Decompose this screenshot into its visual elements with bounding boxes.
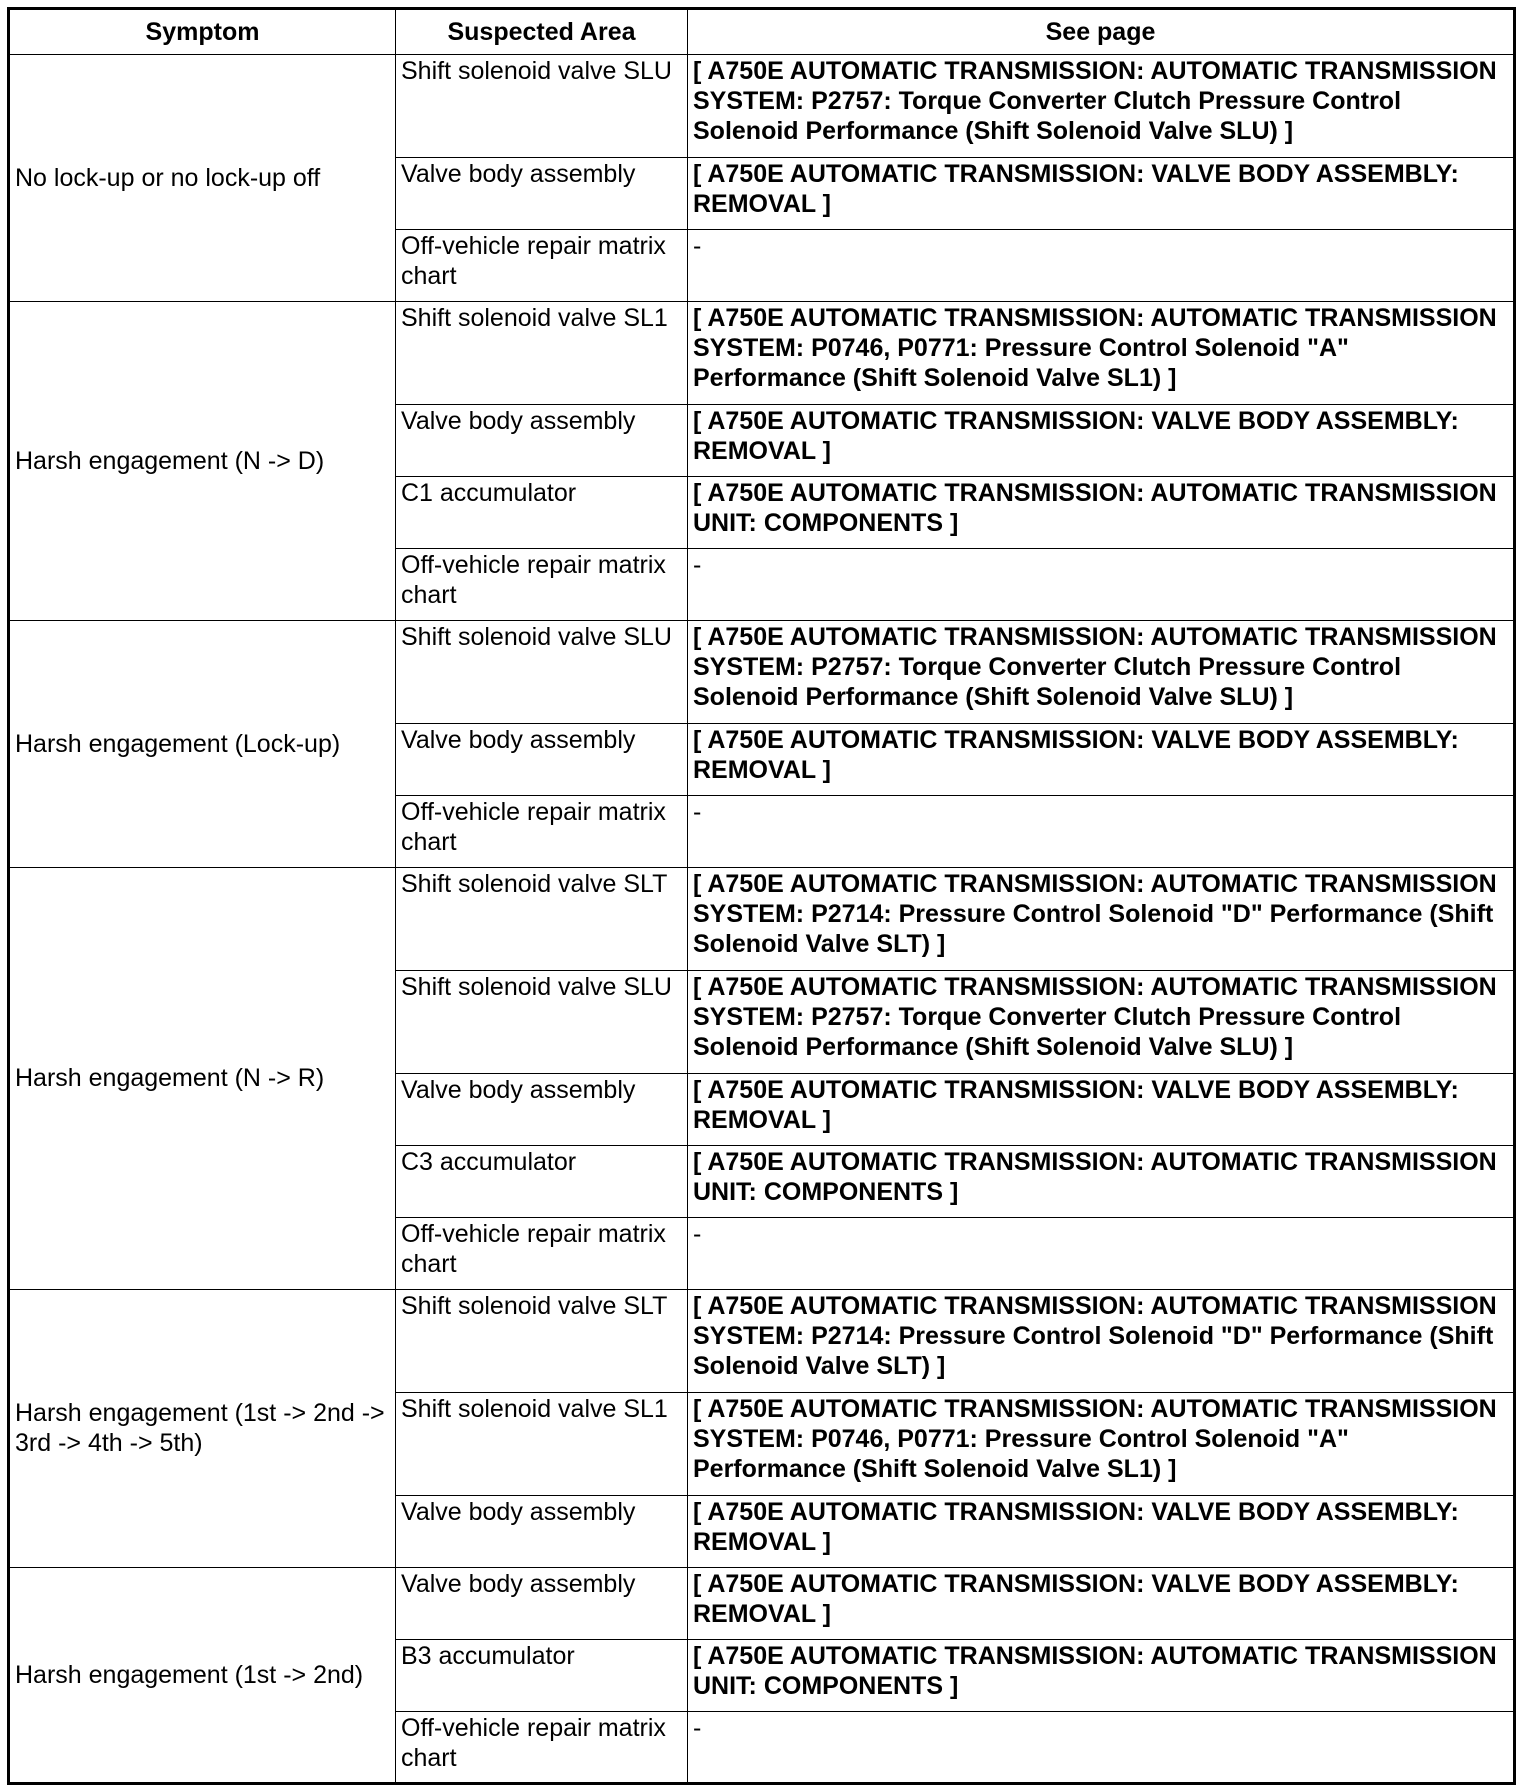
see-page-cell: [ A750E AUTOMATIC TRANSMISSION: AUTOMATIC TRANSMISSION UNIT: COMPONENTS ] [688,1146,1515,1218]
suspected-area-cell: Valve body assembly [396,158,688,230]
suspected-area-cell: Shift solenoid valve SLU [396,55,688,158]
suspected-area-cell: Shift solenoid valve SLT [396,868,688,971]
symptom-cell: Harsh engagement (Lock-up) [9,621,396,868]
suspected-area-cell: Off-vehicle repair matrix chart [396,230,688,302]
see-page-cell: [ A750E AUTOMATIC TRANSMISSION: VALVE BODY ASSEMBLY: REMOVAL ] [688,724,1515,796]
see-page-cell: - [688,230,1515,302]
see-page-cell: - [688,796,1515,868]
table-row [9,1568,1515,1640]
see-page-cell: [ A750E AUTOMATIC TRANSMISSION: VALVE BODY ASSEMBLY: REMOVAL ] [688,1074,1515,1146]
table-row [9,1290,1515,1393]
see-page-cell: [ A750E AUTOMATIC TRANSMISSION: VALVE BODY ASSEMBLY: REMOVAL ] [688,1568,1515,1640]
symptom-cell: Harsh engagement (1st -> 2nd -> 3rd -> 4th -> 5th) [9,1290,396,1568]
table-row [9,55,1515,158]
see-page-cell: [ A750E AUTOMATIC TRANSMISSION: VALVE BODY ASSEMBLY: REMOVAL ] [688,158,1515,230]
see-page-cell: [ A750E AUTOMATIC TRANSMISSION: AUTOMATIC TRANSMISSION SYSTEM: P2757: Torque Converter Clutch Pressure Control Solenoid Performance (Shift Solenoid Valve SLU) ] [688,971,1515,1074]
header-suspected-area: Suspected Area [396,9,688,55]
symptom-cell: Harsh engagement (1st -> 2nd) [9,1568,396,1784]
symptom-cell: Harsh engagement (N -> R) [9,868,396,1290]
suspected-area-cell: C3 accumulator [396,1146,688,1218]
header-see-page: See page [688,9,1515,55]
symptom-table [7,7,1516,1785]
table-row [9,621,1515,724]
see-page-cell: [ A750E AUTOMATIC TRANSMISSION: AUTOMATIC TRANSMISSION UNIT: COMPONENTS ] [688,1640,1515,1712]
symptom-cell: Harsh engagement (N -> D) [9,302,396,621]
see-page-cell: [ A750E AUTOMATIC TRANSMISSION: AUTOMATIC TRANSMISSION SYSTEM: P2757: Torque Converter Clutch Pressure Control Solenoid Performance (Shift Solenoid Valve SLU) ] [688,55,1515,158]
see-page-cell: [ A750E AUTOMATIC TRANSMISSION: AUTOMATIC TRANSMISSION SYSTEM: P2714: Pressure Control Solenoid "D" Performance (Shift Solenoid Valve SLT) ] [688,868,1515,971]
suspected-area-cell: Valve body assembly [396,724,688,796]
suspected-area-cell: Shift solenoid valve SL1 [396,302,688,405]
suspected-area-cell: Off-vehicle repair matrix chart [396,1712,688,1784]
see-page-cell: [ A750E AUTOMATIC TRANSMISSION: VALVE BODY ASSEMBLY: REMOVAL ] [688,1496,1515,1568]
header-row [9,9,1515,55]
suspected-area-cell: Shift solenoid valve SLT [396,1290,688,1393]
see-page-cell: [ A750E AUTOMATIC TRANSMISSION: AUTOMATIC TRANSMISSION SYSTEM: P0746, P0771: Pressure Control Solenoid "A" Performance (Shift Solenoid Valve SL1) ] [688,302,1515,405]
suspected-area-cell: Off-vehicle repair matrix chart [396,549,688,621]
suspected-area-cell: Shift solenoid valve SL1 [396,1393,688,1496]
see-page-cell: [ A750E AUTOMATIC TRANSMISSION: VALVE BODY ASSEMBLY: REMOVAL ] [688,405,1515,477]
see-page-cell: [ A750E AUTOMATIC TRANSMISSION: AUTOMATIC TRANSMISSION SYSTEM: P0746, P0771: Pressure Control Solenoid "A" Performance (Shift Solenoid Valve SL1) ] [688,1393,1515,1496]
see-page-cell: - [688,1712,1515,1784]
suspected-area-cell: B3 accumulator [396,1640,688,1712]
header-symptom: Symptom [9,9,396,55]
table-body [9,55,1515,1784]
suspected-area-cell: Valve body assembly [396,1496,688,1568]
suspected-area-cell: Shift solenoid valve SLU [396,621,688,724]
see-page-cell: - [688,549,1515,621]
symptom-cell: No lock-up or no lock-up off [9,55,396,302]
suspected-area-cell: C1 accumulator [396,477,688,549]
see-page-cell: [ A750E AUTOMATIC TRANSMISSION: AUTOMATIC TRANSMISSION SYSTEM: P2714: Pressure Control Solenoid "D" Performance (Shift Solenoid Valve SLT) ] [688,1290,1515,1393]
suspected-area-cell: Off-vehicle repair matrix chart [396,1218,688,1290]
suspected-area-cell: Valve body assembly [396,1074,688,1146]
see-page-cell: - [688,1218,1515,1290]
see-page-cell: [ A750E AUTOMATIC TRANSMISSION: AUTOMATIC TRANSMISSION UNIT: COMPONENTS ] [688,477,1515,549]
suspected-area-cell: Valve body assembly [396,405,688,477]
suspected-area-cell: Valve body assembly [396,1568,688,1640]
see-page-cell: [ A750E AUTOMATIC TRANSMISSION: AUTOMATIC TRANSMISSION SYSTEM: P2757: Torque Converter Clutch Pressure Control Solenoid Performance (Shift Solenoid Valve SLU) ] [688,621,1515,724]
table-row [9,868,1515,971]
suspected-area-cell: Off-vehicle repair matrix chart [396,796,688,868]
table-row [9,302,1515,405]
suspected-area-cell: Shift solenoid valve SLU [396,971,688,1074]
